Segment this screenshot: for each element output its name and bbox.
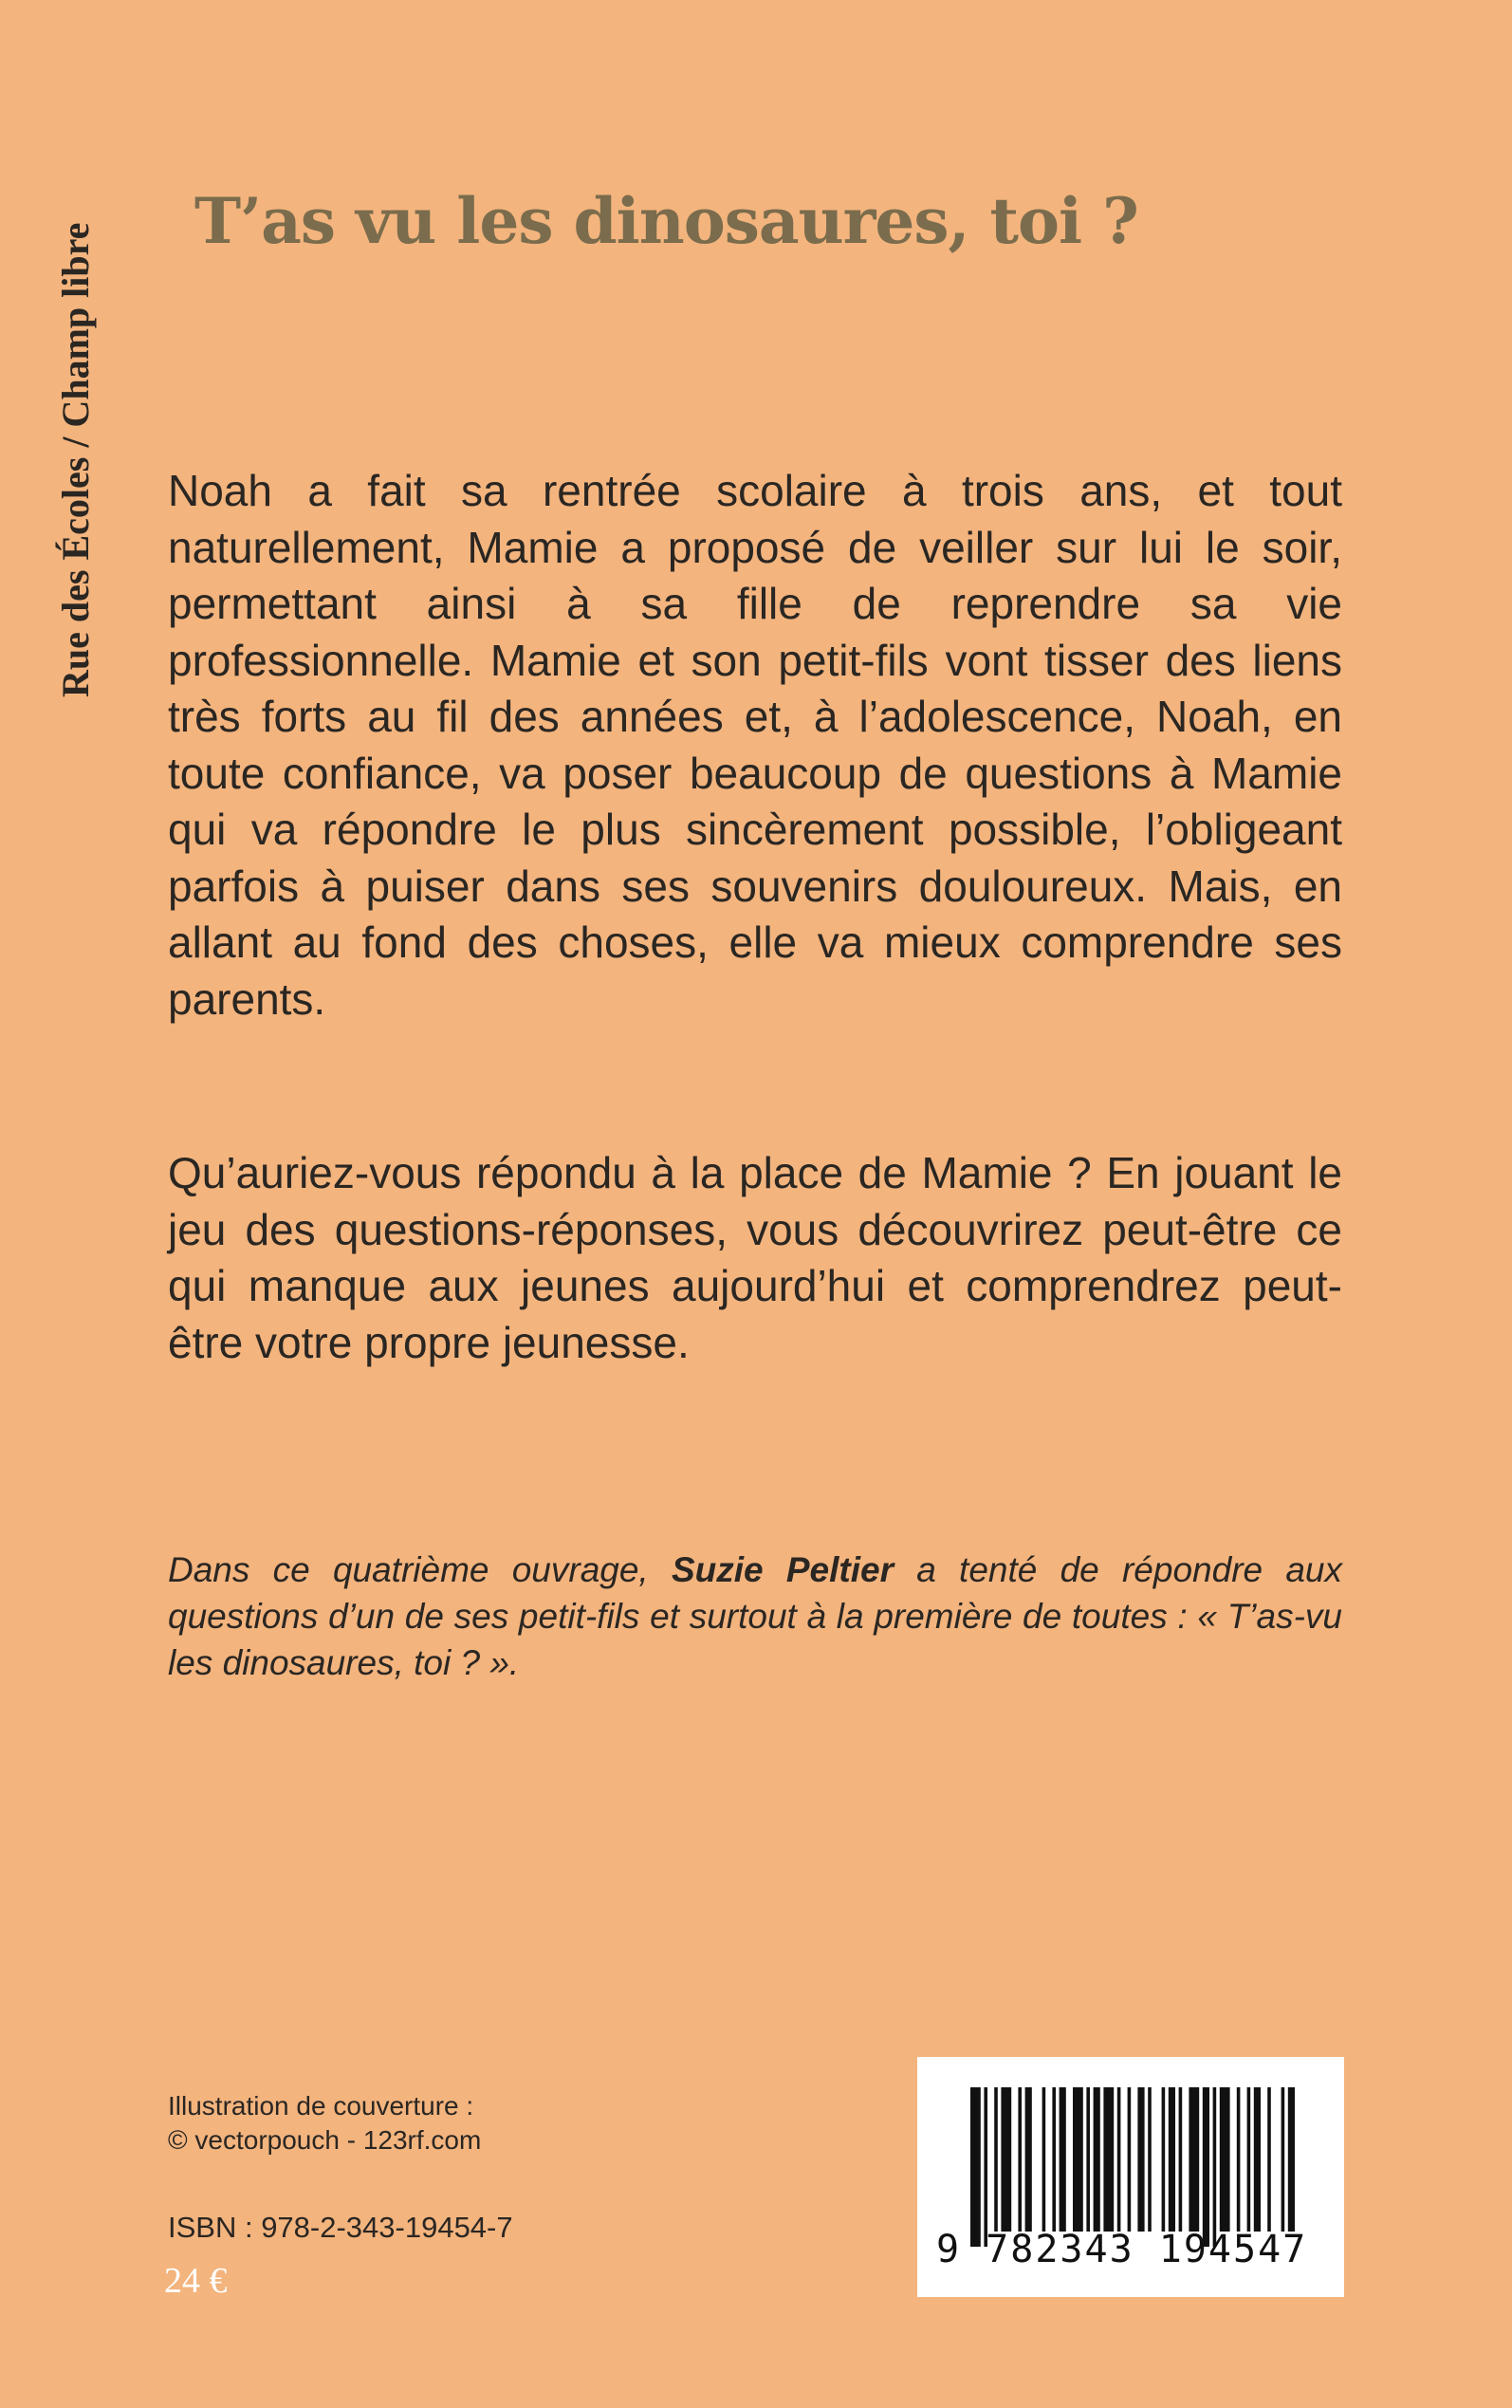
barcode-bar (1060, 2087, 1066, 2232)
barcode-bar (1282, 2087, 1285, 2232)
barcode-bar (1137, 2087, 1144, 2232)
barcode-bar (1169, 2087, 1175, 2232)
barcode-bar (994, 2087, 998, 2232)
barcode-bar (984, 2087, 987, 2247)
barcode-bar (1220, 2087, 1230, 2232)
barcode-bar (1213, 2087, 1217, 2247)
author-note (168, 1547, 1342, 1686)
credits-label: Illustration de couverture : (168, 2091, 474, 2121)
barcode-bar (1128, 2087, 1132, 2232)
barcode-bar (1237, 2087, 1241, 2232)
book-title: T’as vu les dinosaures, toi ? (194, 184, 1138, 258)
barcode-bar (1103, 2087, 1114, 2232)
author-note-rest: a tenté de répondre aux questions d’un de ses petit-fils et surtout à la première de toutes : « T’as-vu les dinosaures, toi ? ». (168, 1550, 1342, 1682)
barcode-bar (1042, 2087, 1046, 2232)
barcode-bar (1247, 2087, 1251, 2232)
collection-label: Rue des Écoles / Champ libre (54, 222, 97, 697)
isbn: ISBN : 978-2-343-19454-7 (168, 2211, 513, 2244)
author-note-intro: Dans ce quatrième ouvrage, (168, 1550, 672, 1589)
credits-source: © vectorpouch - 123rf.com (168, 2125, 482, 2155)
barcode-bar (1267, 2087, 1271, 2232)
barcode-bar (1025, 2087, 1032, 2232)
barcode-bar (1086, 2087, 1090, 2232)
illustration-credits (168, 2089, 737, 2158)
barcode-bar (1254, 2087, 1261, 2232)
barcode (917, 2057, 1344, 2297)
barcode-bar (1189, 2087, 1199, 2232)
barcode-bar (1288, 2087, 1295, 2232)
author-name: Suzie Peltier (671, 1550, 894, 1589)
barcode-bar (1052, 2087, 1056, 2232)
barcode-bar (1162, 2087, 1166, 2232)
spine-collection (47, 109, 104, 697)
barcode-bar (1148, 2087, 1152, 2232)
synopsis-paragraph: Qu’auriez-vous répondu à la place de Mamie ? En jouant le jeu des questions-réponses, vous découvrirez peut-être ce qui manque aux jeunes aujourd’hui et comprendrez peut-être votre propre jeunesse. (168, 1148, 1342, 1367)
barcode-bar (1094, 2087, 1100, 2232)
barcode-digits: 9 782343 194547 (936, 2228, 1308, 2271)
barcode-bar (1203, 2087, 1209, 2247)
barcode-bar (970, 2087, 981, 2247)
synopsis-paragraph: Noah a fait sa rentrée scolaire à trois ans, et tout naturellement, Mamie a proposé de veiller sur lui le soir, permettant ainsi à sa fille de reprendre sa vie professionnelle. Mamie et son petit-fils vont tisser des liens très forts au fil des années et, à l’adolescence, Noah, en toute confiance, va poser beaucoup de questions à Mamie qui va répondre le plus sincèrement possible, l’obligeant parfois à puiser dans ses souvenirs douloureux. Mais, en allant au fond des choses, elle va mieux comprendre ses parents. (168, 466, 1342, 1024)
barcode-bar (1073, 2087, 1083, 2232)
barcode-bar (1117, 2087, 1121, 2232)
barcode-bar (1179, 2087, 1183, 2232)
price: 24 € (164, 2261, 228, 2301)
barcode-bar (1001, 2087, 1011, 2232)
barcode-bar (1018, 2087, 1022, 2232)
